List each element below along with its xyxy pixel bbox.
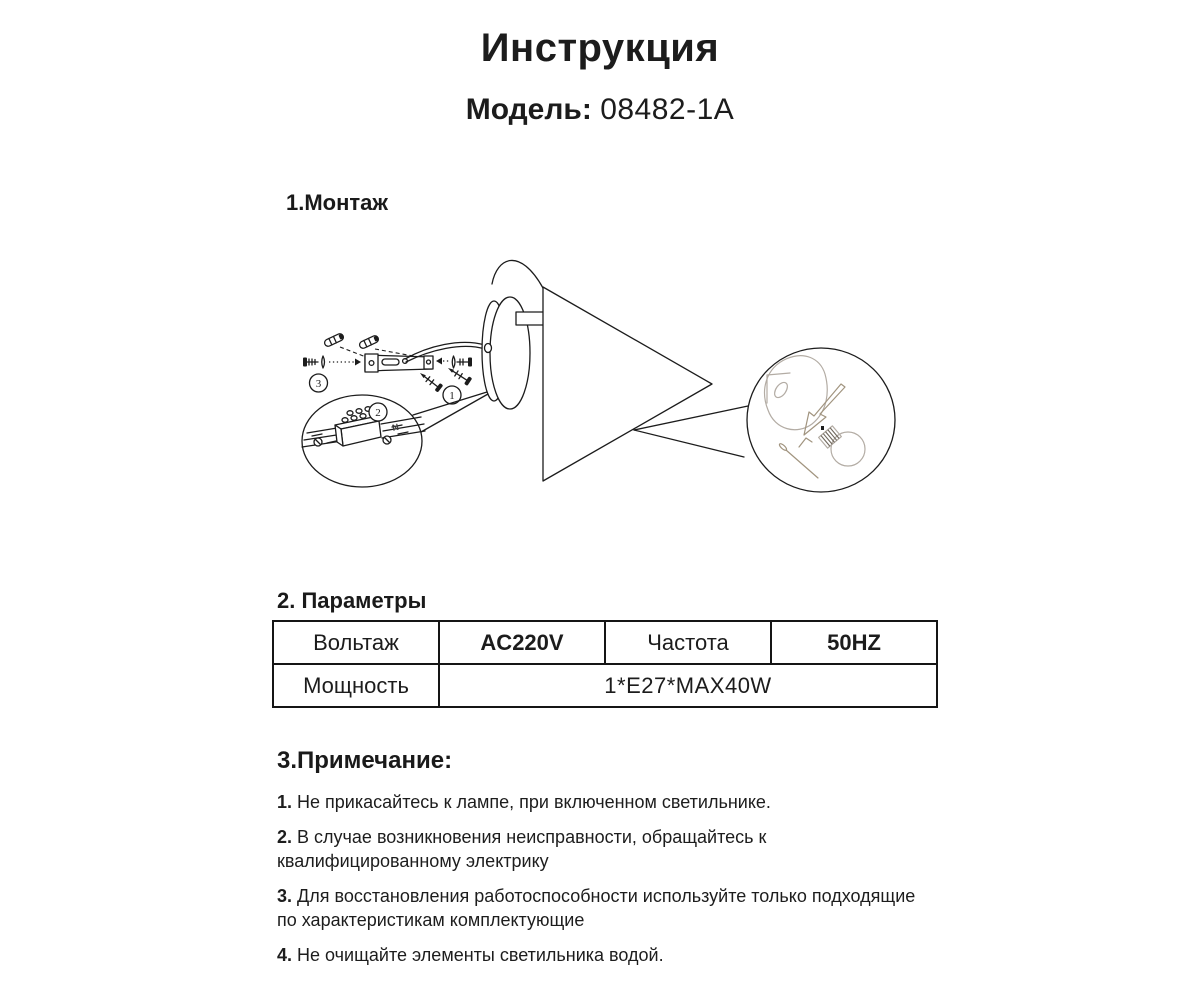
step-badge-2: [369, 403, 387, 421]
model-label: Модель:: [465, 93, 592, 126]
svg-text:1: 1: [449, 390, 455, 402]
montage-heading: 1.Монтаж: [286, 190, 389, 215]
mounting-bracket: [365, 354, 433, 372]
page-title: Инструкция: [480, 26, 720, 70]
notes-list: [277, 791, 939, 979]
note-number: 3.: [277, 886, 293, 907]
note-item: [277, 791, 939, 814]
note-number: 1.: [277, 792, 293, 812]
parameters-table: [272, 620, 938, 708]
voltage-label-cell: Вольтаж: [273, 621, 439, 664]
parameters-heading: 2. Параметры: [277, 588, 427, 613]
model-number: 08482-1A: [600, 93, 735, 126]
wall-lamp: [482, 260, 712, 481]
table-row: [273, 664, 937, 707]
note-item: [277, 885, 939, 932]
screw-icon: [436, 356, 472, 368]
note-text: Не очищайте элементы светильника водой.: [297, 944, 664, 965]
svg-text:2: 2: [375, 407, 381, 419]
voltage-value-cell: AC220V: [439, 621, 605, 664]
installation-diagram: [280, 230, 960, 510]
neutral-label: N: [391, 421, 400, 433]
note-text: В случае возникновения неисправности, обращайтесь к квалифицированному электрику: [277, 827, 767, 871]
model-line: [0, 93, 1200, 127]
note-number: 2.: [277, 827, 293, 848]
note-item: [277, 944, 939, 967]
frequency-label-cell: Частота: [605, 621, 771, 664]
frequency-value-cell: 50HZ: [771, 621, 937, 664]
svg-text:3: 3: [315, 378, 322, 390]
power-label-cell: Мощность: [273, 664, 439, 707]
notes-heading: 3.Примечание:: [277, 747, 453, 774]
screw-icon: [303, 356, 361, 368]
terminal-callout: [302, 392, 488, 487]
note-item: [277, 826, 939, 873]
power-value-cell: 1*E27*MAX40W: [439, 664, 937, 707]
note-number: 4.: [277, 944, 293, 965]
step-badge-3: [310, 374, 328, 392]
table-row: [273, 621, 937, 664]
note-text: Не прикасайтесь к лампе, при включенном светильнике.: [297, 792, 771, 812]
note-text: Для восстановления работоспособности используйте только подходящие по характеристикам комплектующие: [277, 886, 916, 930]
